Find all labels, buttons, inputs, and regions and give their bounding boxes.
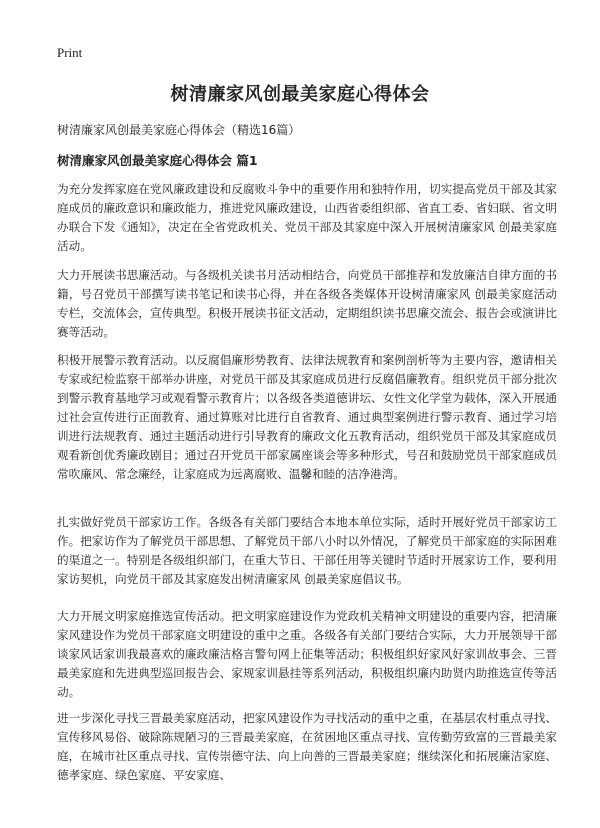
paragraph-most-beautiful-family: 进一步深化寻找三晋最美家庭活动，把家风建设作为寻找活动的重中之重，在基层农村重点寻找、宣传移风易俗、破除陈规陋习的三晋最美家庭，在贫困地区重点寻找、宣传勤劳致富的三晋最美家庭，在城市社区重点寻找、宣传崇德守法、向上向善的三晋最美家庭；继续深化和拓展廉洁家庭、德孝家庭、绿色家庭、平安家庭、 <box>57 711 557 782</box>
paragraph-reading: 大力开展读书思廉活动。与各级机关读书月活动相结合，向党员干部推荐和发放廉洁自律方面的书籍，号召党员干部撰写读书笔记和读书心得，并在各级各类媒体开设树清廉家风 创最美家庭活动专栏，交流体会，宣传典型。积极开展读书征文活动，定期组织读书思廉交流会、报告会或演讲比赛等活动。 <box>57 268 557 339</box>
paragraph-home-visits: 扎实做好党员干部家访工作。各级各有关部门要结合本地本单位实际，适时开展好党员干部家访工作。把家访作为了解党员干部思想、了解党员干部八小时以外情况，了解党员干部家庭的实际困难的渠道之一。特别是各级组织部门，在重大节日、干部任用等关键时节适时开展家访工作，要利用家访契机，向党员干部及其家庭发出树清廉家风 创最美家庭倡议书。 <box>57 515 557 586</box>
print-link[interactable]: Print <box>57 45 83 60</box>
section-heading: 树清廉家风创最美家庭心得体会 篇1 <box>57 153 258 168</box>
paragraph-intro: 为充分发挥家庭在党风廉政建设和反腐败斗争中的重要作用和独特作用，切实提高党员干部及其家庭成员的廉政意识和廉政能力，推进党风廉政建设，山西省委组织部、省直工委、省妇联、省文明办联合下发《通知》，决定在全省党政机关、党员干部及其家庭中深入开展树清廉家风 创最美家庭活动。 <box>57 182 557 253</box>
paragraph-civilized-family: 大力开展文明家庭推选宣传活动。把文明家庭建设作为党政机关精神文明建设的重要内容，把清廉家风建设作为党员干部家庭文明建设的重中之重。各级各有关部门要结合实际，大力开展领导干部谈家风话家训我最喜欢的廉政廉洁格言警句网上征集等活动；积极组织好家风好家训故事会、三晋最美家庭和先进典型巡回报告会、家规家训悬挂等系列活动，积极组织廉内助贤内助推选宣传等活动。 <box>57 609 557 699</box>
paragraph-warning-education: 积极开展警示教育活动。以反腐倡廉形势教育、法律法规教育和案例剖析等为主要内容，邀请相关专家或纪检监察干部举办讲座，对党员干部及其家庭成员进行反腐倡廉教育。组织党员干部分批次到警示教育基地学习或观看警示教育片；以各级各类道德讲坛、女性文化学堂为载体，深入开展通过社会宣传进行正面教育、通过算账对比进行自省教育、通过典型案例进行警示教育、通过学习培训进行法规教育、通过主题活动进行引导教育的廉政文化五教育活动，组织党员干部及其家庭成员观看新创优秀廉政剧目；通过召开党员干部家属座谈会等多种形式，号召和鼓励党员干部家庭成员常吹廉风、常念廉经，让家庭成为远离腐败、温馨和睦的洁净港湾。 <box>57 353 557 481</box>
document-subtitle: 树清廉家风创最美家庭心得体会（精选16篇） <box>57 123 301 137</box>
page-title: 树清廉家风创最美家庭心得体会 <box>170 84 430 105</box>
